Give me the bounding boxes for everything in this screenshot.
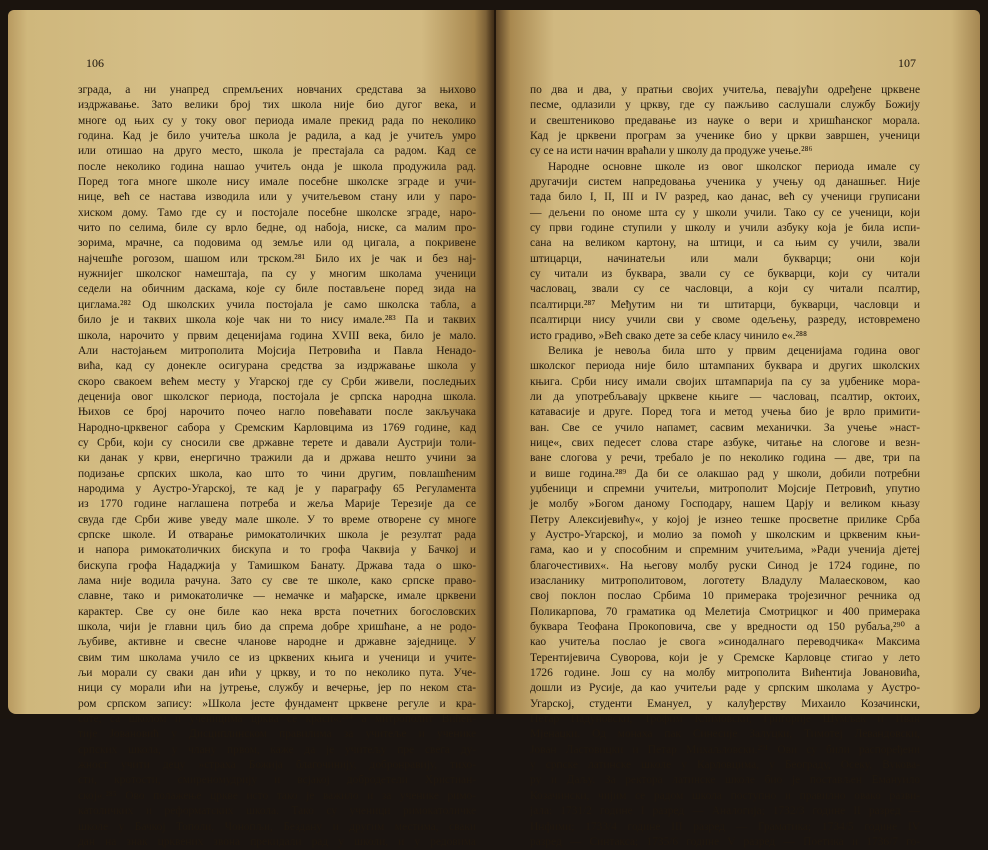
text-line: соте, са школом и ученицима црква се краси«.²⁸⁴ а митрополит Вићен-: [78, 713, 476, 726]
text-line: многе од њих су у току овог периода имале прекид рада по неколико: [78, 114, 476, 127]
text-line: ки данак у крви, енергично тражили да и држава нешто учини за: [78, 452, 476, 465]
text-line: 1726 године. Још су на молбу митрополита Вићентија Јовановића,: [530, 667, 920, 680]
text-line: српских школа, у члану првом, каже да је учитељу пре свега ду-: [78, 743, 476, 756]
text-line: хиском дому. Тамо где су и постојале посебне школске зграде, нарo-: [78, 206, 476, 219]
text-line: било је и таквих школа које чак ни то нису имале.²⁸³ Па и таквих: [78, 314, 476, 327]
text-line: славне, тако и римокатоличке — немачке и мађарске, имале црквени: [78, 590, 476, 603]
text-line: народима у Аустро-Угарској, те кад је у параграфу 65 Регуламента: [78, 482, 476, 495]
text-line: књига. Срби нису имали својих штампарија па су за уџбенике мора-: [530, 375, 920, 388]
text-line: Терентијевича Суворова, који је у Сремске Карловце стигао у лето: [530, 651, 920, 664]
text-line: су Срби, који су сносили све државне терете и давали Аустрији толи-: [78, 436, 476, 449]
right-page-number: 107: [898, 56, 916, 70]
text-line: сти, кротости, смиреномудрију и всјакој добродетели Христиан-: [78, 774, 476, 787]
text-line: бискупа грофа Нададжија у Тамишком Банату. Држава тада о шко-: [78, 559, 476, 572]
text-line: карактер. Све су оне биле као нека врста почетних богословских: [78, 605, 476, 618]
text-line: Кад је црквени програм за ученике био у цркви завршен, ученици: [530, 130, 920, 143]
text-line: тије Јовановић у Дисциплинском правилима за учитеље и ученике: [78, 728, 476, 741]
text-line: су читали из буквара, звали су се букварци, који су читали: [530, 268, 920, 281]
text-line: чито по селима, биле су врло бедне, од набоја, ниске, са малим про-: [78, 222, 476, 235]
text-line: као учитеља послао је свога »синодалнаго переводчика« Максима: [530, 636, 920, 649]
text-line: Инфими; 1733/4 године III разред — Граматика; 1734/5 године IV: [530, 820, 920, 833]
text-line: изасланику митрополитовом, логотету Владулу Малаесковом, као: [530, 575, 920, 587]
text-line: су први годинe ступили у школу и учили азбуку која је била испи-: [530, 222, 920, 235]
left-page: [8, 10, 494, 848]
right-page-body: [530, 83, 920, 850]
text-line: школског периода није било штампаних буквара и других школских: [530, 360, 920, 373]
text-line: Угарској, студенти Емануел, у калуђерству Михаило Козачински,: [530, 697, 920, 710]
text-line: ници су морали ићи на јутрење, службу и вечерње, јер по неком ста-: [78, 682, 476, 695]
text-line: је молбу »Богом даному Господару, нашем Царју и великом књазу: [530, 498, 920, 511]
text-line: година. Кад је било учитеља школа је радила, а кад је учитељ умро: [78, 130, 476, 143]
text-line: сана на великом картону, на штици, и са њим су учили, звали: [530, 237, 920, 250]
text-line: Велика је невоља била што у првим деценијама година овог: [548, 344, 920, 357]
text-line: и напора римокатоличких бискупа и то грофа Чаквија у Бачкој и: [78, 544, 476, 557]
text-line: разред — Синтакса; 1735/6 године V разред — Поетика и 1736/7 го-: [530, 835, 920, 848]
text-line: после неколико година нашао учитељ онда је школа продужила рад.: [78, 160, 476, 173]
text-line: у Аустро-Угарској, и молио за помоћ у школским и црквеним књи-: [530, 528, 920, 541]
text-line: Народно-црквеног сабора у Сремским Карловцима из 1769 године, кад: [78, 421, 476, 434]
text-line: нужнијег школског намештаја, па су у многим школама ученици: [78, 268, 476, 281]
text-line: деценија овог школског периода, постојала је српска народна школа.: [78, 390, 476, 403]
text-line: и више година.²⁸⁹ Да би се олакшао рад у школи, добили потребни: [530, 467, 920, 480]
text-line: скоро свакоем већем месту у Угарској где су Срби живели, последњих: [78, 375, 476, 388]
text-line: зграда, а ни унапред спремљених новчаних средстава за њихово: [78, 84, 476, 96]
text-line: најчешће рогозом, шашом или трском.²⁸¹ Било их је чак и без нај-: [78, 252, 476, 265]
text-line: буквара Теофана Прокоповича, све у вредности од 150 рубаља,²⁹⁰ а: [530, 621, 920, 634]
text-line: уџбеници и спремни учитељи, митрополит Мојсије Петровић, упутио: [530, 482, 920, 495]
text-line: часловац, звали су се часловци, а који су читали псалтир,: [530, 283, 920, 296]
text-line: лама није водила рачуна. Зато су све те школе, како српске право-: [78, 575, 476, 587]
text-line: школе у Бачкој Тополи, Чонопљи, Бездану и другим местима, сваки: [78, 820, 476, 833]
text-line: дан на знак црквених звона прекидали рад у школи, и у редовима: [78, 835, 476, 848]
text-line: гама, као и у способним и спремним учитељима, »Ради ученија дјетеј: [530, 544, 920, 557]
text-line: штицарци, начинатељи или мали букварци; они који: [530, 252, 920, 265]
text-line: Петру Алексијевићу«, у којој је изнео тешке просветне прилике Срба: [530, 513, 920, 526]
text-line: вића, кад су донекле осигурана средства за издржавање школа у: [78, 360, 476, 373]
text-line: ван. Све се учило напамет, сасвим механички. За учење »наст-: [530, 421, 920, 434]
text-line: свуда где Срби живе уведу мале школе. У то време отворене су многе: [78, 513, 476, 526]
text-line: Петар Падуновски, Трофим Климовски, Григорије Шумљак и Иван: [530, 713, 920, 726]
text-line: нице«, свих педесет слова старе азбуке, читање на слогове и везн-: [530, 436, 920, 449]
left-page-body: [78, 83, 476, 850]
text-line: Поред тога многе школе нису имале посебне школске зграде и учи-: [78, 176, 476, 189]
text-line: Мјенацки. Од монаха пак Синесије Залуцки, Тимотеј Левандовски,: [530, 728, 920, 741]
text-line: љубиве, активне и свесне чланове народне и државне заједнице. У: [78, 636, 476, 649]
text-line: псалтирци.²⁸⁷ Међутим ни ти штитарци, букварци, часловци и: [530, 298, 920, 311]
text-line: по два и два, у пратњи својих учитеља, певајући одређене црквене: [530, 84, 920, 96]
left-page-number: 106: [86, 56, 104, 70]
text-line: Поликарпова, 70 граматика од Мелетија Смотрицког и 400 примерака: [530, 605, 920, 618]
text-line: песме, одлазили у цркву, где су пажљиво саслушали службу Божију: [530, 99, 920, 112]
text-line: Али настојањем митрополита Мојсија Петровића и Павла Ненадо-: [78, 344, 476, 357]
text-line: школа, чији је главни циљ био да спрема добре хришћане, а не родо-: [78, 621, 476, 634]
text-line: ване слогова у речи, требало је по неколико година — две, три па: [530, 452, 920, 465]
text-line: католичких и реформатских школа. Тако су ученици римокатоличке: [78, 805, 476, 818]
text-line: издржавање. Зато велики број тих школа није био дугог века, и: [78, 99, 476, 112]
text-line: исто градиво, »Већ свако дете за себе класу чинило е«.²⁸⁸: [530, 329, 807, 342]
text-line: свој поклон послао Србима 10 примерака тројезичног речника од: [530, 590, 920, 603]
text-line: јала: 1731/2 године I разред — Аналогија; 1732/3 године II разред —: [530, 805, 920, 818]
text-line: дошли из Русије, да као учитељи раде у српским школама у Аустро-: [530, 682, 920, 695]
text-line: циглама.²⁸² Од школских учила постојала је само школска табла, а: [78, 298, 476, 311]
text-line: другачији систем напредовања ученика у учењу од данашњег. Није: [530, 176, 920, 189]
text-line: љи морали су сваки дан ићи у цркву, и то по неколико пута. Уче-: [78, 667, 476, 680]
text-line: катавасије и друге. Поред тога и метод учења био је врло примити-: [530, 406, 920, 419]
text-line: Њихов се број нарочито почео нагло повећавати после закључака: [78, 406, 476, 419]
text-line: школа, нарочито у првим деценијама година XVIII века, било је мало.: [78, 329, 476, 342]
text-line: ром српском запису: »Школа јесте фундамент црквене регуле и кра-: [78, 697, 476, 710]
text-line: — дељени по ономе шта су у школи учили. Тако су се ученици, који: [530, 206, 920, 219]
text-line: псалтирци нису учили сви у своме одељењу, разреду, истовремено: [530, 314, 920, 327]
text-line: зорима, мрачне, са подовима од земље или од цигала, а покривене: [78, 237, 476, 250]
text-line: ли да употребљавају црквене књиге — часловац, псалтир, октоих,: [530, 390, 920, 403]
text-line: из 1770 године наглашена потреба и жеља Марије Терезије да се: [78, 498, 476, 511]
text-line: нице, већ се настава изводила или у учитељевом стану или у паро-: [78, 191, 476, 204]
text-line: ру и Даљу. За ректора латинске школе био је постављен Емануило: [530, 774, 920, 787]
text-line: су се на исти начин враћали у школу да продуже учење.²⁸⁶: [530, 145, 813, 158]
text-line: у српске латинске школе у Карловцима, у Београду, Осеку, Вукова-: [530, 759, 920, 772]
text-line: тада било I, II, III и IV разред, као данас, већ су ученици груписани: [530, 191, 920, 204]
text-line: или отишао на друго место, школа је престајала са радом. Кад се: [78, 145, 476, 158]
text-line: благочестивих«. На његову молбу руски Синод је 1724 године, по: [530, 559, 920, 572]
text-line: и свештениково предавање из науке о вери и хришћанског морала.: [530, 114, 920, 127]
text-line: Козачински, чијим се радом школа поступно и правилно овако разви-: [530, 789, 920, 802]
text-line: Јован Ластовицки и Петар Михаљловски.²⁹¹ Ови су били распоређени: [530, 743, 920, 756]
text-line: седели на обичним даскама, које су биле постављене поред зида на: [78, 283, 476, 296]
text-line: подизање српских школа, као што то чини другим, повлашћеним: [78, 467, 476, 480]
text-line: српске школе. И отварање римокатоличких школа је резултат рада: [78, 528, 476, 541]
text-line: Народне основне школе из овог школског периода имале су: [548, 160, 920, 173]
text-line: ској«.²⁸⁵ Ово полажење цркве исто тако је важило и за ученике римо-: [78, 789, 476, 802]
text-line: свим тим школама учило се из црквених књига и ученици и учитe-: [78, 651, 476, 664]
text-line: жност учити децу »страха Божија благочинију, добронравију, тихо-: [78, 759, 476, 772]
right-page: [496, 10, 980, 848]
